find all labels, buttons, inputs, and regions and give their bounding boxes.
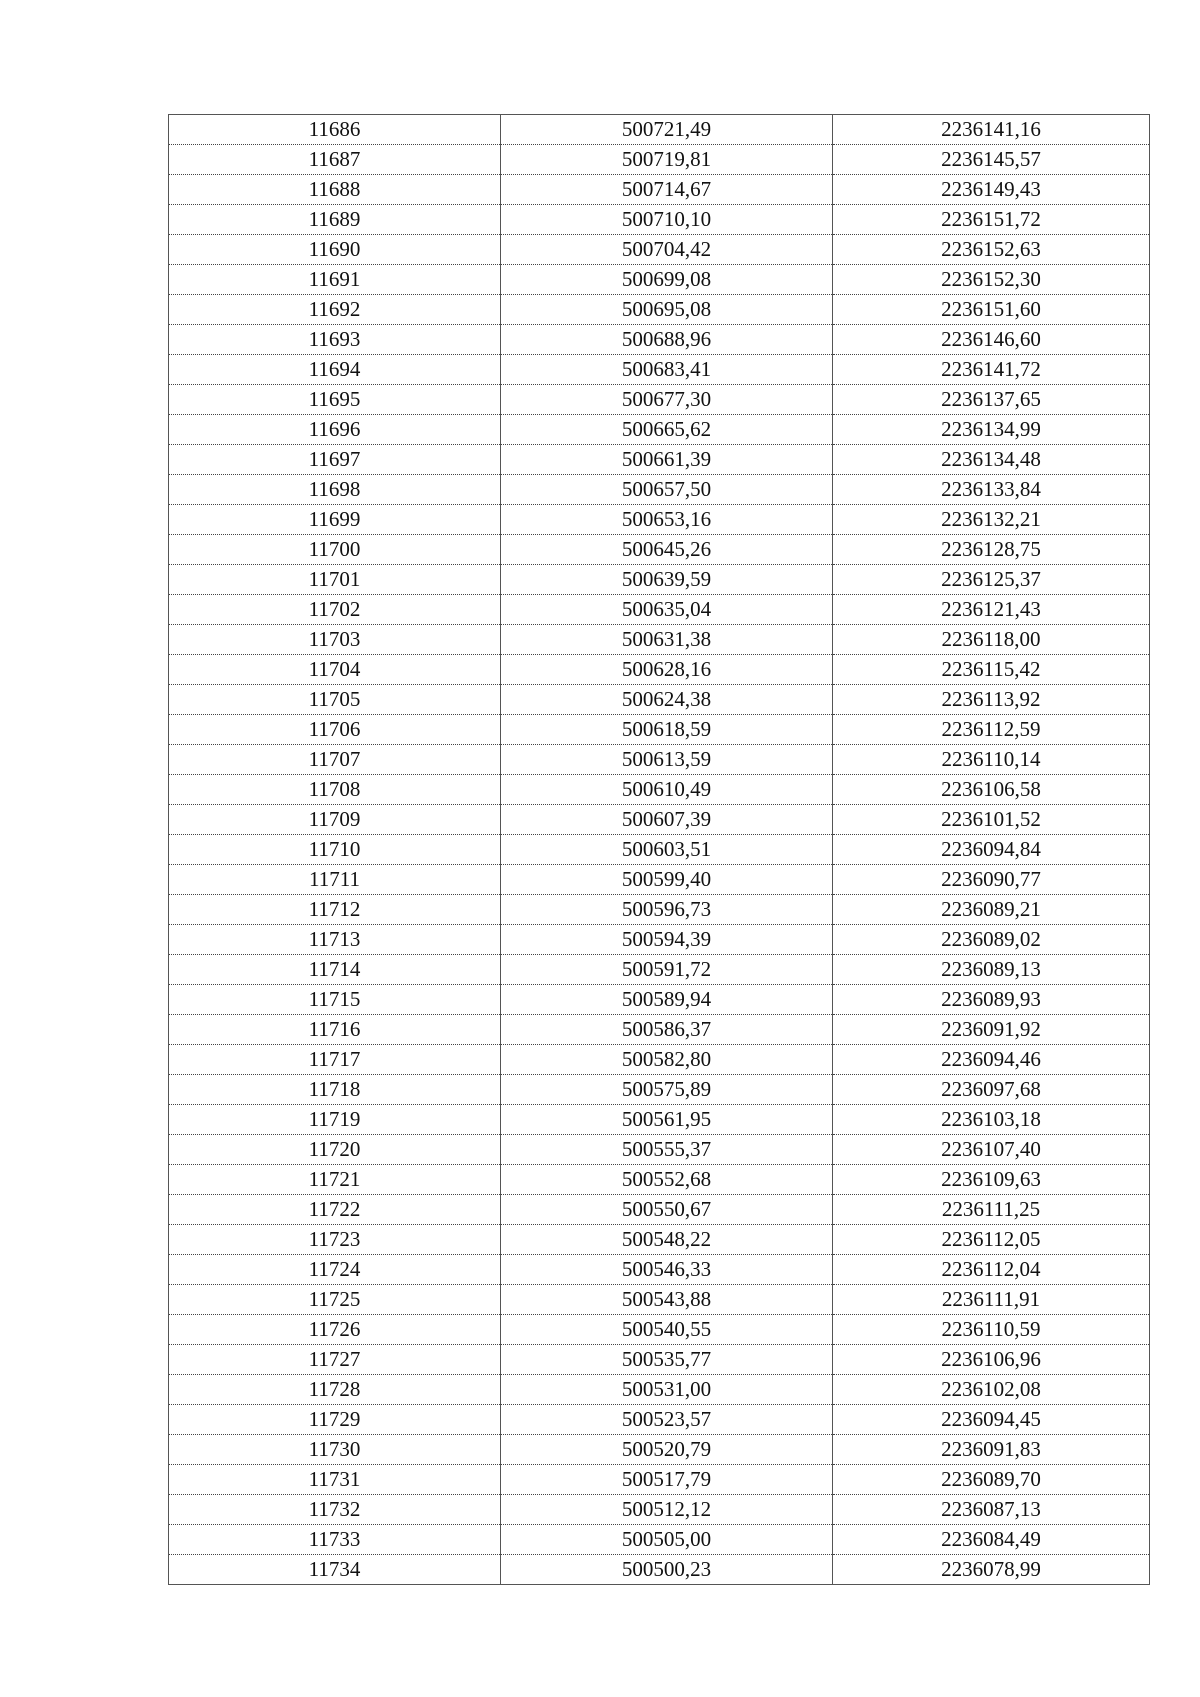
table-row: [169, 1285, 1150, 1315]
point-number-cell: 11716: [169, 1015, 501, 1045]
table-row: [169, 1045, 1150, 1075]
x-coordinate-cell: 500543,88: [501, 1285, 833, 1315]
table-row: [169, 835, 1150, 865]
point-number-cell: 11699: [169, 505, 501, 535]
table-row: [169, 565, 1150, 595]
y-coordinate-cell: 2236132,21: [833, 505, 1150, 535]
y-coordinate-cell: 2236106,58: [833, 775, 1150, 805]
table-row: [169, 1405, 1150, 1435]
x-coordinate-cell: 500607,39: [501, 805, 833, 835]
table-row: [169, 1015, 1150, 1045]
x-coordinate-cell: 500699,08: [501, 265, 833, 295]
y-coordinate-cell: 2236133,84: [833, 475, 1150, 505]
y-coordinate-cell: 2236110,59: [833, 1315, 1150, 1345]
x-coordinate-cell: 500683,41: [501, 355, 833, 385]
x-coordinate-cell: 500677,30: [501, 385, 833, 415]
point-number-cell: 11720: [169, 1135, 501, 1165]
table-row: [169, 985, 1150, 1015]
y-coordinate-cell: 2236107,40: [833, 1135, 1150, 1165]
x-coordinate-cell: 500589,94: [501, 985, 833, 1015]
x-coordinate-cell: 500517,79: [501, 1465, 833, 1495]
point-number-cell: 11706: [169, 715, 501, 745]
point-number-cell: 11730: [169, 1435, 501, 1465]
point-number-cell: 11724: [169, 1255, 501, 1285]
coordinates-table: [168, 114, 1150, 1585]
x-coordinate-cell: 500523,57: [501, 1405, 833, 1435]
x-coordinate-cell: 500613,59: [501, 745, 833, 775]
x-coordinate-cell: 500618,59: [501, 715, 833, 745]
point-number-cell: 11710: [169, 835, 501, 865]
x-coordinate-cell: 500610,49: [501, 775, 833, 805]
y-coordinate-cell: 2236151,60: [833, 295, 1150, 325]
y-coordinate-cell: 2236087,13: [833, 1495, 1150, 1525]
x-coordinate-cell: 500653,16: [501, 505, 833, 535]
point-number-cell: 11719: [169, 1105, 501, 1135]
y-coordinate-cell: 2236091,92: [833, 1015, 1150, 1045]
y-coordinate-cell: 2236101,52: [833, 805, 1150, 835]
point-number-cell: 11708: [169, 775, 501, 805]
x-coordinate-cell: 500540,55: [501, 1315, 833, 1345]
point-number-cell: 11712: [169, 895, 501, 925]
y-coordinate-cell: 2236128,75: [833, 535, 1150, 565]
x-coordinate-cell: 500500,23: [501, 1555, 833, 1585]
table-row: [169, 535, 1150, 565]
y-coordinate-cell: 2236121,43: [833, 595, 1150, 625]
y-coordinate-cell: 2236145,57: [833, 145, 1150, 175]
point-number-cell: 11701: [169, 565, 501, 595]
x-coordinate-cell: 500505,00: [501, 1525, 833, 1555]
point-number-cell: 11688: [169, 175, 501, 205]
point-number-cell: 11689: [169, 205, 501, 235]
x-coordinate-cell: 500710,10: [501, 205, 833, 235]
point-number-cell: 11733: [169, 1525, 501, 1555]
y-coordinate-cell: 2236152,30: [833, 265, 1150, 295]
x-coordinate-cell: 500645,26: [501, 535, 833, 565]
point-number-cell: 11726: [169, 1315, 501, 1345]
table-row: [169, 1165, 1150, 1195]
table-row: [169, 895, 1150, 925]
y-coordinate-cell: 2236089,70: [833, 1465, 1150, 1495]
point-number-cell: 11727: [169, 1345, 501, 1375]
table-row: [169, 1195, 1150, 1225]
y-coordinate-cell: 2236106,96: [833, 1345, 1150, 1375]
table-row: [169, 385, 1150, 415]
y-coordinate-cell: 2236084,49: [833, 1525, 1150, 1555]
table-row: [169, 1135, 1150, 1165]
point-number-cell: 11711: [169, 865, 501, 895]
table-row: [169, 745, 1150, 775]
coordinates-table-body: [169, 115, 1150, 1585]
y-coordinate-cell: 2236089,93: [833, 985, 1150, 1015]
point-number-cell: 11714: [169, 955, 501, 985]
y-coordinate-cell: 2236151,72: [833, 205, 1150, 235]
point-number-cell: 11693: [169, 325, 501, 355]
table-row: [169, 355, 1150, 385]
x-coordinate-cell: 500695,08: [501, 295, 833, 325]
x-coordinate-cell: 500657,50: [501, 475, 833, 505]
x-coordinate-cell: 500552,68: [501, 1165, 833, 1195]
y-coordinate-cell: 2236149,43: [833, 175, 1150, 205]
y-coordinate-cell: 2236089,21: [833, 895, 1150, 925]
y-coordinate-cell: 2236078,99: [833, 1555, 1150, 1585]
point-number-cell: 11696: [169, 415, 501, 445]
point-number-cell: 11715: [169, 985, 501, 1015]
table-row: [169, 1105, 1150, 1135]
table-row: [169, 1255, 1150, 1285]
point-number-cell: 11704: [169, 655, 501, 685]
y-coordinate-cell: 2236141,16: [833, 115, 1150, 145]
table-row: [169, 325, 1150, 355]
x-coordinate-cell: 500520,79: [501, 1435, 833, 1465]
point-number-cell: 11687: [169, 145, 501, 175]
table-row: [169, 205, 1150, 235]
point-number-cell: 11725: [169, 1285, 501, 1315]
x-coordinate-cell: 500555,37: [501, 1135, 833, 1165]
point-number-cell: 11691: [169, 265, 501, 295]
point-number-cell: 11707: [169, 745, 501, 775]
point-number-cell: 11709: [169, 805, 501, 835]
y-coordinate-cell: 2236118,00: [833, 625, 1150, 655]
point-number-cell: 11697: [169, 445, 501, 475]
y-coordinate-cell: 2236091,83: [833, 1435, 1150, 1465]
point-number-cell: 11713: [169, 925, 501, 955]
x-coordinate-cell: 500591,72: [501, 955, 833, 985]
x-coordinate-cell: 500594,39: [501, 925, 833, 955]
table-row: [169, 475, 1150, 505]
y-coordinate-cell: 2236112,05: [833, 1225, 1150, 1255]
x-coordinate-cell: 500688,96: [501, 325, 833, 355]
table-row: [169, 1375, 1150, 1405]
y-coordinate-cell: 2236112,59: [833, 715, 1150, 745]
point-number-cell: 11728: [169, 1375, 501, 1405]
point-number-cell: 11734: [169, 1555, 501, 1585]
table-row: [169, 235, 1150, 265]
x-coordinate-cell: 500631,38: [501, 625, 833, 655]
table-row: [169, 715, 1150, 745]
point-number-cell: 11695: [169, 385, 501, 415]
x-coordinate-cell: 500721,49: [501, 115, 833, 145]
x-coordinate-cell: 500639,59: [501, 565, 833, 595]
point-number-cell: 11717: [169, 1045, 501, 1075]
point-number-cell: 11700: [169, 535, 501, 565]
table-row: [169, 1345, 1150, 1375]
point-number-cell: 11702: [169, 595, 501, 625]
table-row: [169, 175, 1150, 205]
y-coordinate-cell: 2236137,65: [833, 385, 1150, 415]
table-row: [169, 1495, 1150, 1525]
x-coordinate-cell: 500624,38: [501, 685, 833, 715]
table-row: [169, 1525, 1150, 1555]
point-number-cell: 11729: [169, 1405, 501, 1435]
point-number-cell: 11723: [169, 1225, 501, 1255]
table-row: [169, 505, 1150, 535]
y-coordinate-cell: 2236134,99: [833, 415, 1150, 445]
x-coordinate-cell: 500635,04: [501, 595, 833, 625]
y-coordinate-cell: 2236152,63: [833, 235, 1150, 265]
point-number-cell: 11692: [169, 295, 501, 325]
x-coordinate-cell: 500575,89: [501, 1075, 833, 1105]
y-coordinate-cell: 2236094,45: [833, 1405, 1150, 1435]
table-row: [169, 865, 1150, 895]
x-coordinate-cell: 500603,51: [501, 835, 833, 865]
x-coordinate-cell: 500531,00: [501, 1375, 833, 1405]
table-row: [169, 415, 1150, 445]
point-number-cell: 11705: [169, 685, 501, 715]
table-row: [169, 145, 1150, 175]
point-number-cell: 11686: [169, 115, 501, 145]
point-number-cell: 11731: [169, 1465, 501, 1495]
y-coordinate-cell: 2236097,68: [833, 1075, 1150, 1105]
point-number-cell: 11690: [169, 235, 501, 265]
x-coordinate-cell: 500596,73: [501, 895, 833, 925]
y-coordinate-cell: 2236089,13: [833, 955, 1150, 985]
y-coordinate-cell: 2236146,60: [833, 325, 1150, 355]
table-row: [169, 925, 1150, 955]
y-coordinate-cell: 2236125,37: [833, 565, 1150, 595]
table-row: [169, 1315, 1150, 1345]
y-coordinate-cell: 2236109,63: [833, 1165, 1150, 1195]
x-coordinate-cell: 500719,81: [501, 145, 833, 175]
table-row: [169, 1075, 1150, 1105]
x-coordinate-cell: 500582,80: [501, 1045, 833, 1075]
y-coordinate-cell: 2236113,92: [833, 685, 1150, 715]
y-coordinate-cell: 2236094,46: [833, 1045, 1150, 1075]
y-coordinate-cell: 2236089,02: [833, 925, 1150, 955]
x-coordinate-cell: 500661,39: [501, 445, 833, 475]
y-coordinate-cell: 2236094,84: [833, 835, 1150, 865]
table-row: [169, 595, 1150, 625]
table-row: [169, 655, 1150, 685]
table-row: [169, 1555, 1150, 1585]
y-coordinate-cell: 2236111,91: [833, 1285, 1150, 1315]
y-coordinate-cell: 2236111,25: [833, 1195, 1150, 1225]
table-row: [169, 445, 1150, 475]
table-row: [169, 265, 1150, 295]
y-coordinate-cell: 2236141,72: [833, 355, 1150, 385]
y-coordinate-cell: 2236115,42: [833, 655, 1150, 685]
y-coordinate-cell: 2236090,77: [833, 865, 1150, 895]
point-number-cell: 11732: [169, 1495, 501, 1525]
point-number-cell: 11718: [169, 1075, 501, 1105]
x-coordinate-cell: 500546,33: [501, 1255, 833, 1285]
table-row: [169, 805, 1150, 835]
table-row: [169, 1465, 1150, 1495]
y-coordinate-cell: 2236102,08: [833, 1375, 1150, 1405]
table-row: [169, 625, 1150, 655]
x-coordinate-cell: 500665,62: [501, 415, 833, 445]
y-coordinate-cell: 2236112,04: [833, 1255, 1150, 1285]
point-number-cell: 11722: [169, 1195, 501, 1225]
table-row: [169, 295, 1150, 325]
table-row: [169, 955, 1150, 985]
y-coordinate-cell: 2236110,14: [833, 745, 1150, 775]
x-coordinate-cell: 500550,67: [501, 1195, 833, 1225]
table-row: [169, 115, 1150, 145]
table-row: [169, 1225, 1150, 1255]
x-coordinate-cell: 500535,77: [501, 1345, 833, 1375]
table-row: [169, 685, 1150, 715]
table-row: [169, 1435, 1150, 1465]
x-coordinate-cell: 500586,37: [501, 1015, 833, 1045]
x-coordinate-cell: 500628,16: [501, 655, 833, 685]
x-coordinate-cell: 500548,22: [501, 1225, 833, 1255]
x-coordinate-cell: 500599,40: [501, 865, 833, 895]
point-number-cell: 11698: [169, 475, 501, 505]
point-number-cell: 11721: [169, 1165, 501, 1195]
point-number-cell: 11703: [169, 625, 501, 655]
point-number-cell: 11694: [169, 355, 501, 385]
x-coordinate-cell: 500561,95: [501, 1105, 833, 1135]
y-coordinate-cell: 2236134,48: [833, 445, 1150, 475]
x-coordinate-cell: 500714,67: [501, 175, 833, 205]
x-coordinate-cell: 500704,42: [501, 235, 833, 265]
x-coordinate-cell: 500512,12: [501, 1495, 833, 1525]
y-coordinate-cell: 2236103,18: [833, 1105, 1150, 1135]
table-row: [169, 775, 1150, 805]
